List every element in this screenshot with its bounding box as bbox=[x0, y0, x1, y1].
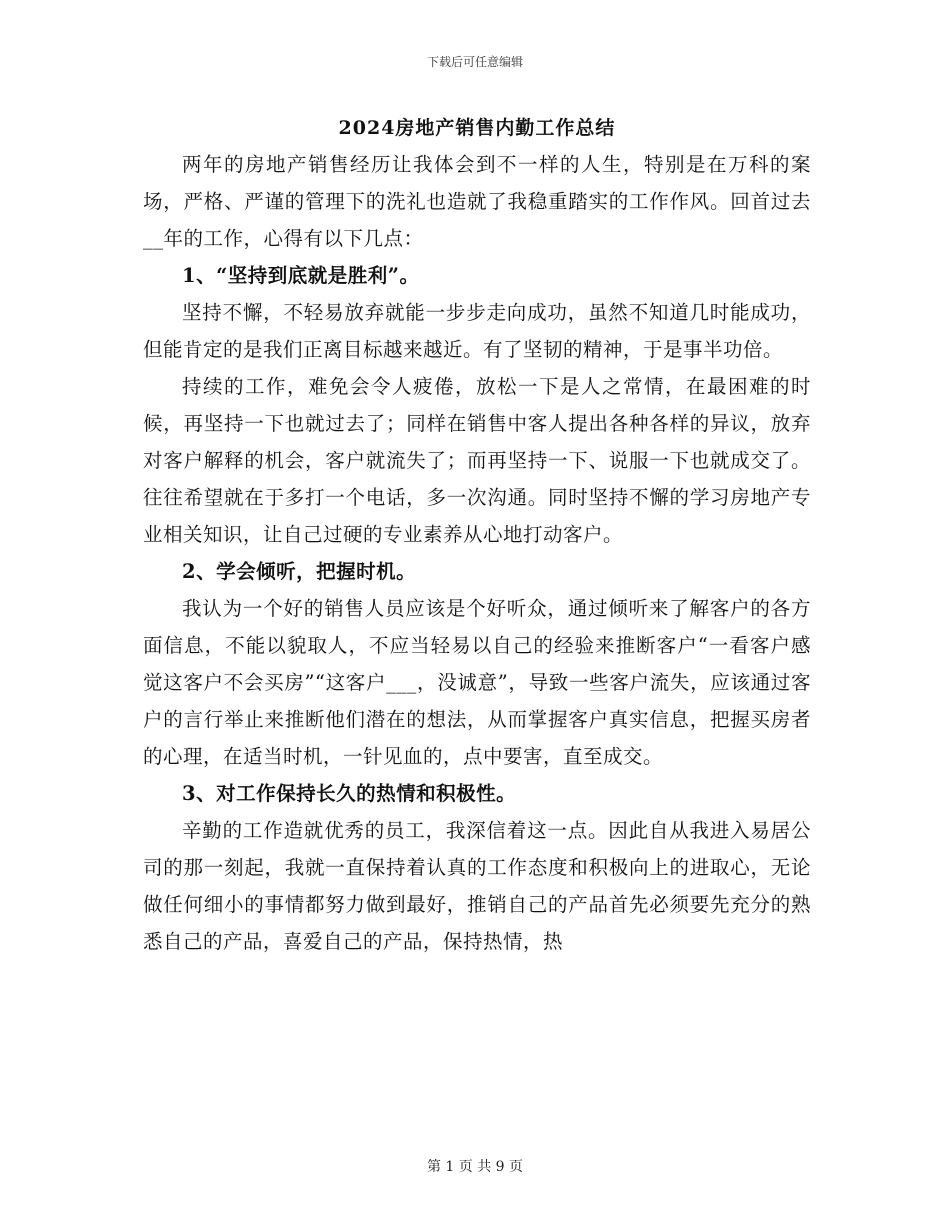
section-heading: 1、“坚持到底就是胜利”。 bbox=[182, 264, 420, 287]
section-3 bbox=[143, 775, 811, 960]
section-paragraph: 我认为一个好的销售人员应该是个好听众，通过倾听来了解客户的各方面信息，不能以貌取人，不应当轻易以自己的经验来推断客户“一看客户感觉这客户不会买房”“这客户___，没诚意”，导致一些客户流失，应该通过客户的言行举止来推断他们潜在的想法，从而掌握客户真实信息，把握买房者的心理，在适当时机，一针见血的，点中要害，直至成交。 bbox=[143, 597, 811, 768]
section-2 bbox=[143, 553, 811, 775]
page-header-note: 下载后可任意编辑 bbox=[426, 55, 523, 69]
section-paragraph: 持续的工作，难免会令人疲倦，放松一下是人之常情，在最困难的时候，再坚持一下也就过去了；同样在销售中客人提出各种各样的异议，放弃对客户解释的机会，客户就流失了；而再坚持一下、说服一下也就成交了。往往希望就在于多打一个电话，多一次沟通。同时坚持不懈的学习房地产专业相关知识，让自己过硬的专业素养从心地打动客户。 bbox=[143, 375, 811, 546]
section-heading: 3、对工作保持长久的热情和积极性。 bbox=[182, 782, 517, 805]
intro-paragraph: 两年的房地产销售经历让我体会到不一样的人生，特别是在万科的案场，严格、严谨的管理下的洗礼也造就了我稳重踏实的工作作风。回首过去__年的工作，心得有以下几点： bbox=[143, 153, 811, 250]
section-1 bbox=[143, 257, 811, 553]
section-paragraph: 辛勤的工作造就优秀的员工，我深信着这一点。因此自从我进入易居公司的那一刻起，我就一直保持着认真的工作态度和积极向上的进取心，无论做任何细小的事情都努力做到最好，推销自己的产品首先必须要先充分的熟悉自己的产品，喜爱自己的产品，保持热情，热 bbox=[143, 819, 811, 953]
section-heading: 2、学会倾听，把握时机。 bbox=[182, 560, 417, 583]
document-title: 2024房地产销售内勤工作总结 bbox=[338, 117, 616, 139]
section-paragraph: 坚持不懈，不轻易放弃就能一步步走向成功，虽然不知道几时能成功，但能肯定的是我们正离目标越来越近。有了坚韧的精神，于是事半功倍。 bbox=[143, 301, 811, 361]
document-body bbox=[143, 112, 811, 960]
page-footer: 第 1 页 共 9 页 bbox=[426, 1159, 524, 1175]
